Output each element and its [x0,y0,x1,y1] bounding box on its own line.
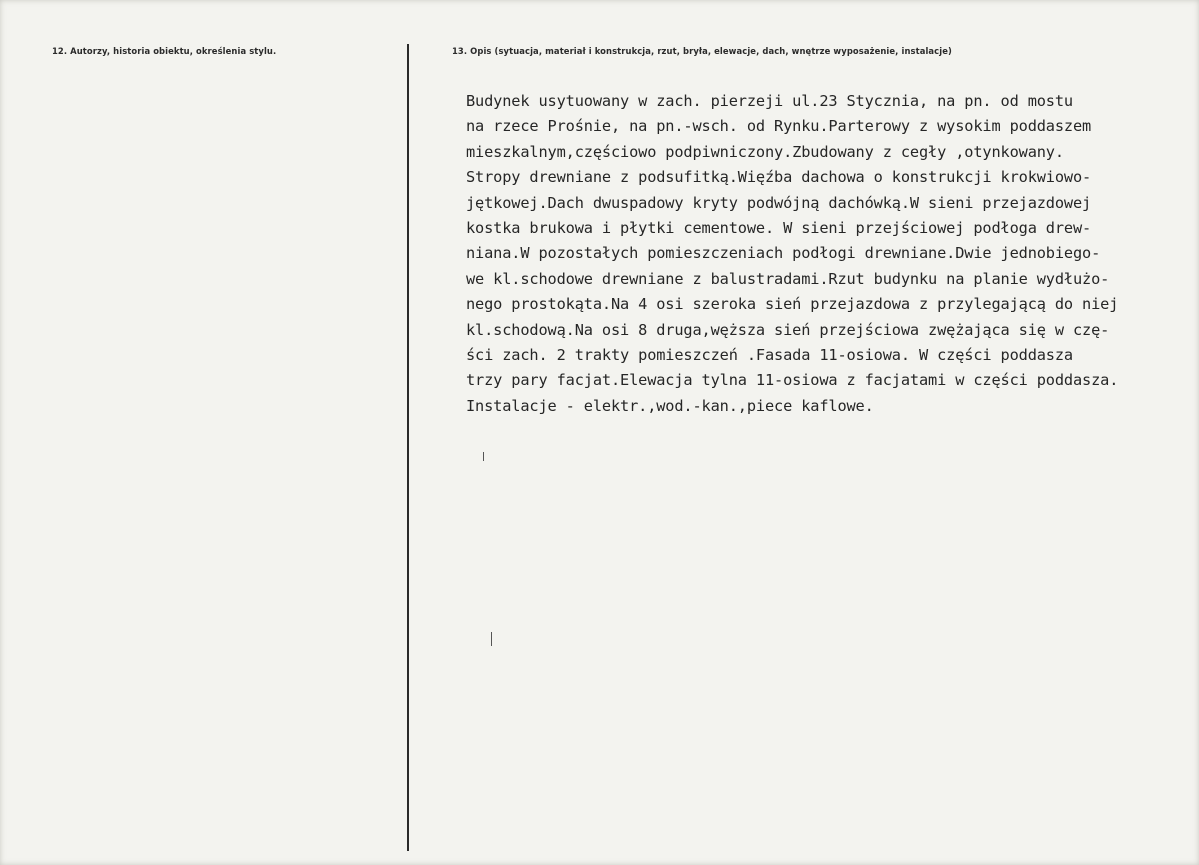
text-line: ści zach. 2 trakty pomieszczeń .Fasada 11-osiowa. W części poddasza [466,346,1073,365]
text-line: kostka brukowa i płytki cementowe. W sieni przejściowej podłoga drew- [466,219,1092,238]
text-line: kl.schodową.Na osi 8 druga,węższa sień przejściowa zwężająca się w czę- [466,320,1110,339]
text-line: niana.W pozostałych pomieszczeniach podłogi drewniane.Dwie jednobiego- [466,244,1101,263]
paper-speck [491,632,492,646]
section-13-header: 13. Opis (sytuacja, materiał i konstrukcja, rzut, bryła, elewacje, dach, wnętrze wyposażenie, instalacje) [452,46,952,56]
text-line: Instalacje - elektr.,wod.-kan.,piece kaflowe. [466,396,874,415]
text-line: trzy pary facjat.Elewacja tylna 11-osiowa z facjatami w części poddasza. [466,371,1119,390]
text-line: Stropy drewniane z podsufitką.Więźba dachowa o konstrukcji krokwiowo- [466,168,1092,187]
text-line: na rzece Prośnie, na pn.-wsch. od Rynku.Parterowy z wysokim poddaszem [466,117,1092,136]
text-line: Budynek usytuowany w zach. pierzeji ul.23 Stycznia, na pn. od mostu [466,92,1073,110]
text-line: mieszkalnym,częściowo podpiwniczony.Zbudowany z cegły ,otynkowany. [466,142,1064,161]
text-line: jętkowej.Dach dwuspadowy kryty podwójną dachówką.W sieni przejazdowej [466,193,1092,212]
section-12-header: 12. Autorzy, historia obiektu, określenia stylu. [52,46,277,56]
text-line: nego prostokąta.Na 4 osi szeroka sień przejazdowa z przylegającą do niej [466,295,1119,314]
column-divider [407,44,409,851]
text-line: we kl.schodowe drewniane z balustradami.Rzut budynku na planie wydłużo- [466,269,1110,288]
description-text [466,89,1176,419]
paper-speck [483,452,484,461]
